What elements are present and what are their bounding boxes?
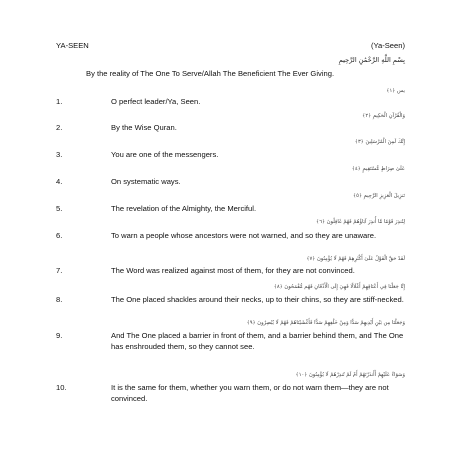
verse-text: By the Wise Quran.: [111, 123, 177, 132]
verse-text: The One placed shackles around their necks, up to their chins, so they are stiff-necked.: [111, 295, 404, 304]
verse-number: 7.: [56, 266, 63, 275]
surah-title-transliteration: (Ya-Seen): [370, 41, 405, 50]
intro-text: By the reality of The One To Serve/Allah The Beneficient The Ever Giving.: [86, 69, 335, 78]
verse-number: 8.: [56, 295, 63, 304]
verse-text: O perfect leader/Ya, Seen.: [111, 97, 201, 106]
verse-arabic: لَقَدْ حَقَّ الْقَوْلُ عَلَىٰ أَكْثَرِهِمْ فَهُمْ لَا يُؤْمِنُونَ ﴿٧﴾: [306, 256, 405, 262]
verse-number: 9.: [56, 331, 63, 340]
verse-arabic: تَنزِيلَ الْعَزِيزِ الرَّحِيمِ ﴿٥﴾: [353, 193, 405, 199]
verse-text: And The One placed a barrier in front of them, and a barrier behind them, and The One has enshrouded them, so they cannot see.: [111, 331, 404, 351]
verse-arabic: إِنَّكَ لَمِنَ الْمُرْسَلِينَ ﴿٣﴾: [354, 139, 405, 145]
verse-number: 1.: [56, 97, 63, 106]
verse-text: It is the same for them, whether you warn them, or do not warn them—they are not convinced.: [111, 383, 389, 403]
verse-arabic: وَسَوَاءٌ عَلَيْهِمْ أَأَنذَرْتَهُمْ أَمْ لَمْ تُنذِرْهُمْ لَا يُؤْمِنُونَ ﴿١٠﴾: [295, 372, 405, 378]
verse-number: 5.: [56, 204, 63, 213]
verse-text: The revelation of the Almighty, the Merciful.: [111, 204, 257, 213]
verse-number: 10.: [56, 383, 67, 392]
basmala-arabic: بِسْمِ اللَّهِ الرَّحْمَٰنِ الرَّحِيمِ: [338, 56, 405, 64]
verse-arabic: عَلَىٰ صِرَاطٍ مُّسْتَقِيمٍ ﴿٤﴾: [351, 166, 405, 172]
verse-number: 2.: [56, 123, 63, 132]
surah-title: YA-SEEN: [56, 41, 89, 50]
verse-arabic: يس ﴿١﴾: [386, 88, 405, 94]
verse-arabic: وَجَعَلْنَا مِن بَيْنِ أَيْدِيهِمْ سَدًّا وَمِنْ خَلْفِهِمْ سَدًّا فَأَغْشَيْنَاهُمْ فَهُمْ لَا يُبْصِرُونَ ﴿٩﴾: [246, 320, 405, 326]
verse-text: On systematic ways.: [111, 177, 181, 186]
verse-arabic: وَالْقُرْآنِ الْحَكِيمِ ﴿٢﴾: [362, 113, 405, 119]
verse-arabic: لِتُنذِرَ قَوْمًا مَّا أُنذِرَ آبَاؤُهُمْ فَهُمْ غَافِلُونَ ﴿٦﴾: [316, 219, 405, 225]
verse-number: 3.: [56, 150, 63, 159]
verse-text: To warn a people whose ancestors were not warned, and so they are unaware.: [111, 231, 377, 240]
verse-number: 6.: [56, 231, 63, 240]
verse-text: The Word was realized against most of them, for they are not convinced.: [111, 266, 355, 275]
verse-number: 4.: [56, 177, 63, 186]
verse-arabic: إِنَّا جَعَلْنَا فِي أَعْنَاقِهِمْ أَغْلَالًا فَهِيَ إِلَى الْأَذْقَانِ فَهُم مُّقْمَحُونَ ﴿٨﴾: [273, 284, 405, 290]
verse-text: You are one of the messengers.: [111, 150, 219, 159]
